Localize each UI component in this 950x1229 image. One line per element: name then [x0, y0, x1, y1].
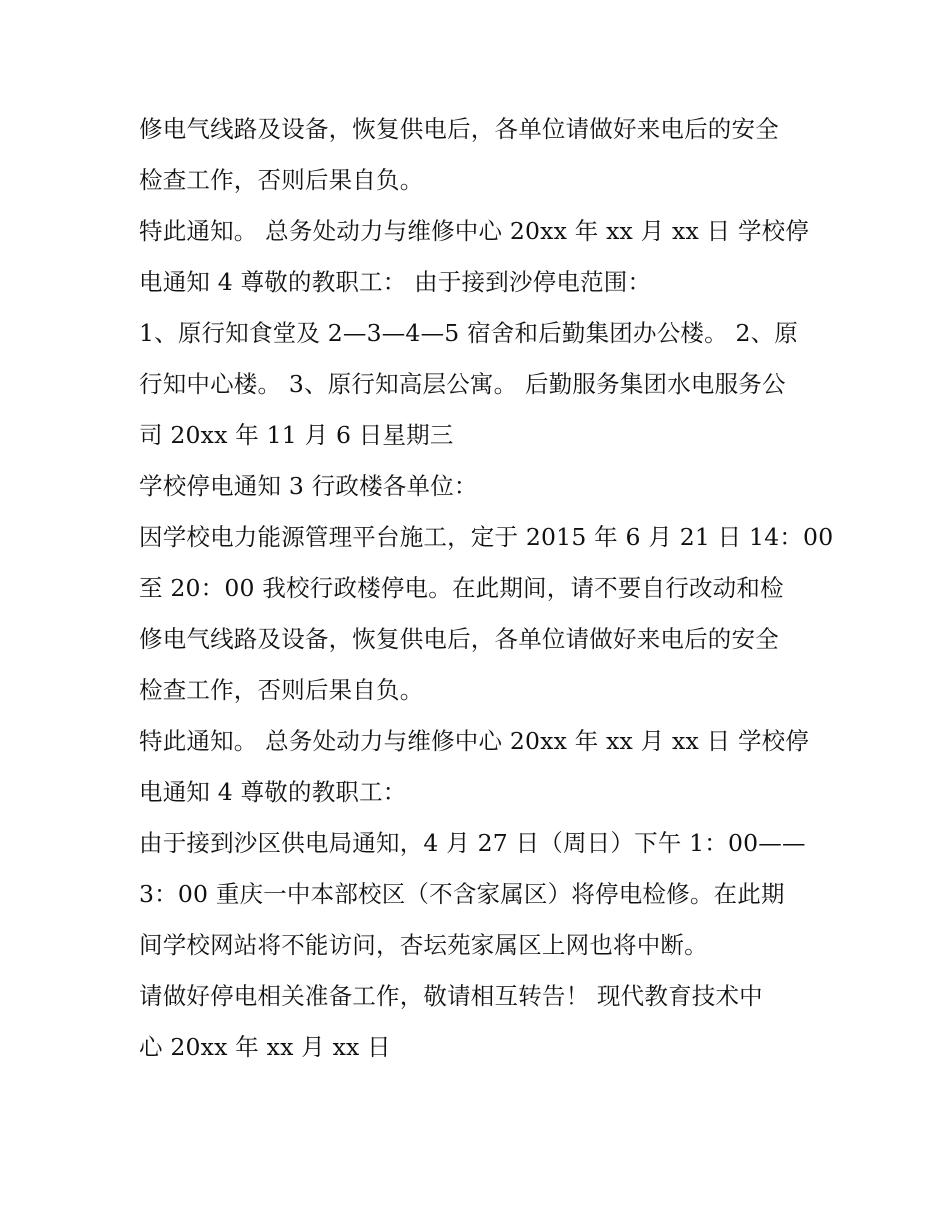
- text-line: 修电气线路及设备，恢复供电后，各单位请做好来电后的安全: [139, 625, 779, 653]
- text-line: 电通知 4 尊敬的教职工： 由于接到沙停电范围：: [139, 268, 652, 296]
- text-line: 3：00 重庆一中本部校区（不含家属区）将停电检修。在此期: [139, 880, 785, 908]
- text-line: 修电气线路及设备，恢复供电后，各单位请做好来电后的安全: [139, 115, 779, 143]
- document-body: [139, 104, 834, 1073]
- text-line: 特此通知。 总务处动力与维修中心 20xx 年 xx 月 xx 日 学校停: [139, 217, 810, 245]
- text-line: 特此通知。 总务处动力与维修中心 20xx 年 xx 月 xx 日 学校停: [139, 727, 810, 755]
- text-line: 行知中心楼。 3、原行知高层公寓。 后勤服务集团水电服务公: [139, 370, 786, 398]
- text-line: 检查工作，否则后果自负。: [139, 676, 424, 704]
- text-line: 请做好停电相关准备工作，敬请相互转告！ 现代教育技术中: [139, 982, 763, 1010]
- text-line: 因学校电力能源管理平台施工，定于 2015 年 6 月 21 日 14：00: [139, 523, 834, 551]
- text-line: 电通知 4 尊敬的教职工：: [139, 778, 407, 806]
- text-line: 心 20xx 年 xx 月 xx 日: [139, 1033, 391, 1061]
- text-line: 学校停电通知 3 行政楼各单位：: [139, 472, 478, 500]
- text-line: 由于接到沙区供电局通知，4 月 27 日（周日）下午 1：00——: [139, 829, 806, 857]
- text-line: 1、原行知食堂及 2—3—4—5 宿舍和后勤集团办公楼。 2、原: [139, 319, 799, 347]
- text-line: 至 20：00 我校行政楼停电。在此期间，请不要自行改动和检: [139, 574, 784, 602]
- text-line: 间学校网站将不能访问，杏坛苑家属区上网也将中断。: [139, 931, 708, 959]
- text-line: 检查工作，否则后果自负。: [139, 166, 424, 194]
- text-line: 司 20xx 年 11 月 6 日星期三: [139, 421, 454, 449]
